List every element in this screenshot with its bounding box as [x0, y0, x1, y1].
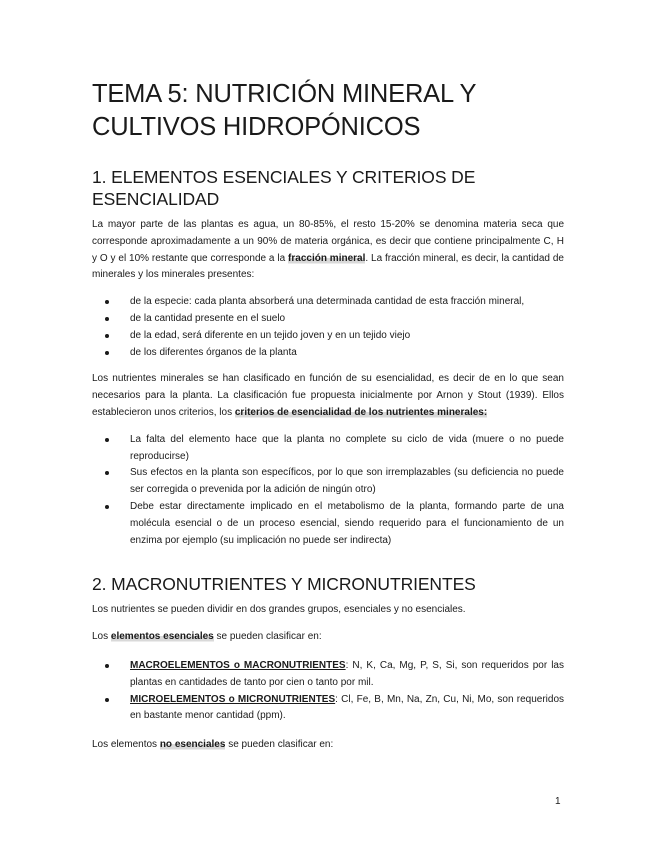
bullet-icon — [105, 351, 109, 355]
bullet-icon — [105, 698, 109, 702]
macro-label: MACROELEMENTOS o MACRONUTRIENTES — [130, 659, 346, 671]
list-item — [92, 328, 564, 345]
section-2-paragraph-3 — [92, 737, 564, 754]
list-item-text: de la especie: cada planta absorberá una determinada cantidad de esta fracción mineral, — [130, 296, 525, 308]
text-span: . La fracción mineral, es decir, la cantidad de minerales y los minerales presentes: — [92, 252, 564, 281]
list-item — [92, 311, 564, 328]
text-span: Los elementos — [92, 739, 160, 751]
micro-label: MICROELEMENTOS o MICRONUTRIENTES — [130, 693, 336, 705]
bullet-icon — [105, 471, 109, 475]
bullet-icon — [105, 300, 109, 304]
text-span: Los nutrientes minerales se han clasificado en función de su esencialidad, es decir de en lo que sean necesarios para la planta. La clasificación fue propuesta inicialmente por Arnon y Stout (1939). Ellos establecieron unos criterios, los — [92, 373, 564, 418]
text-span: se pueden clasificar en: — [225, 739, 334, 751]
list-item-macro — [92, 658, 564, 692]
page-title: TEMA 5: NUTRICIÓN MINERAL Y CULTIVOS HIDROPÓNICOS — [92, 80, 476, 141]
list-item — [92, 499, 564, 549]
bullet-icon — [105, 505, 109, 509]
list-item-micro — [92, 692, 564, 726]
macro-text: : N, K, Ca, Mg, P, S, Si, son requeridos por las plantas en cantidades de tanto por cien o tanto por mil. — [130, 659, 564, 688]
section-2-heading: 2. MACRONUTRIENTES Y MICRONUTRIENTES — [92, 574, 476, 595]
list-item-text: de la edad, será diferente en un tejido joven y en un tejido viejo — [130, 329, 411, 341]
essential-elements-list — [92, 658, 564, 725]
text-span: se pueden clasificar en: — [213, 631, 322, 643]
list-item — [92, 432, 564, 466]
highlight-no-esenciales: no esenciales — [159, 739, 226, 751]
list-item-text: Sus efectos en la planta son específicos, por lo que son irremplazables (su deficiencia no puede ser corregida o prevenida por la adición de ningún otro) — [130, 467, 564, 496]
text-span: Los — [92, 631, 111, 643]
list-item-text: de la cantidad presente en el suelo — [130, 312, 286, 324]
highlight-criterios: criterios de esencialidad de los nutrientes minerales: — [234, 406, 488, 418]
micro-text: : Cl, Fe, B, Mn, Na, Zn, Cu, Ni, Mo, son requeridos en bastante menor cantidad (ppm). — [130, 693, 564, 722]
factors-list — [92, 294, 564, 361]
list-item-text: de los diferentes órganos de la planta — [130, 346, 297, 358]
list-item — [92, 345, 564, 362]
section-1-paragraph-1 — [92, 217, 564, 284]
section-1-paragraph-2 — [92, 371, 564, 421]
section-2-paragraph-1: Los nutrientes se pueden dividir en dos grandes grupos, esenciales y no esenciales. — [92, 604, 466, 616]
list-item-text: La falta del elemento hace que la planta no complete su ciclo de vida (muere o no puede reproducirse) — [130, 433, 564, 462]
bullet-icon — [105, 317, 109, 321]
criteria-list — [92, 432, 564, 550]
section-2-paragraph-2 — [92, 629, 564, 646]
list-item — [92, 294, 564, 311]
bullet-icon — [105, 438, 109, 442]
highlight-elementos-esenciales: elementos esenciales — [110, 631, 214, 643]
document-page — [92, 78, 564, 764]
highlight-fraccion-mineral: fracción mineral — [288, 252, 366, 264]
section-1-heading: 1. ELEMENTOS ESENCIALES Y CRITERIOS DE ESENCIALIDAD — [92, 167, 476, 209]
bullet-icon — [105, 334, 109, 338]
page-number: 1 — [555, 796, 561, 807]
list-item — [92, 465, 564, 499]
list-item-text: Debe estar directamente implicado en el metabolismo de la planta, formando parte de una molécula esencial o de un proceso esencial, siendo requerido para el funcionamiento de un enzima por ejemplo (su implicación no puede ser indirecta) — [130, 500, 564, 546]
text-span: La mayor parte de las plantas es agua, un 80-85%, el resto 15-20% se denomina materia seca que corresponde aproximadamente a un 90% de materia orgánica, es decir que contiene principalmente C, H y O y el 10% restante que corresponde a la — [92, 219, 564, 264]
bullet-icon — [105, 664, 109, 668]
